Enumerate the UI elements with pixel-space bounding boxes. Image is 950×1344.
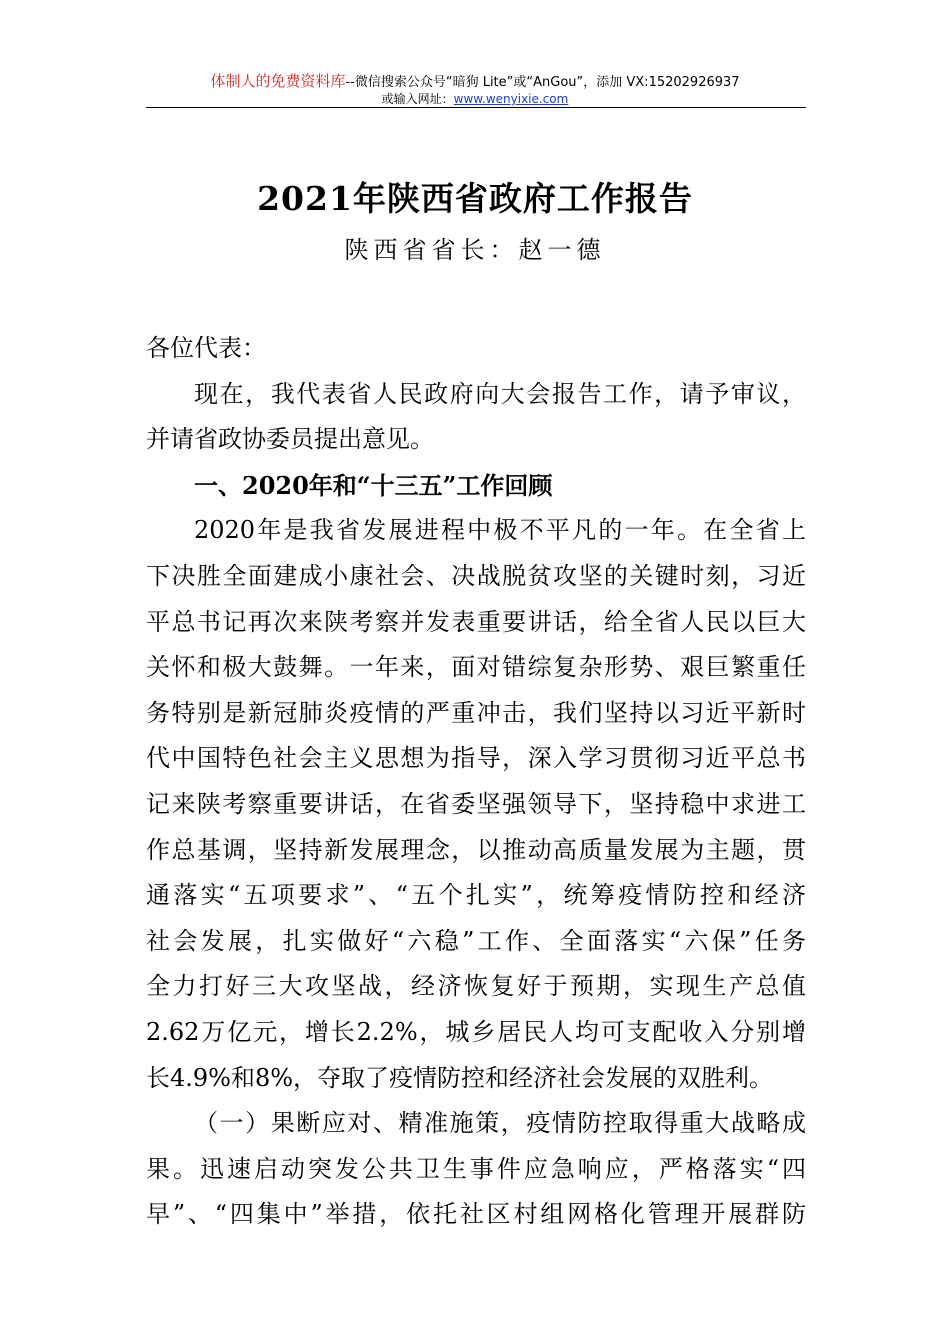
header-promo-line bbox=[0, 70, 950, 91]
body-text-line: 各位代表： bbox=[146, 334, 266, 362]
section-heading: 一、2020年和“十三五”工作回顾 bbox=[194, 470, 553, 500]
header-promo: --微信搜索公众号“暗狗 Lite”或“AnGou”，添加 VX:15202926937 bbox=[345, 75, 740, 90]
body-text-line: 下决胜全面建成小康社会、决战脱贫攻坚的关键时刻，习近 bbox=[146, 561, 806, 590]
document-author: 陕西省省长：赵一德 bbox=[344, 236, 606, 264]
header-rule bbox=[146, 107, 806, 108]
body-text-line: 记来陕考察重要讲话，在省委坚强领导下，坚持稳中求进工 bbox=[146, 789, 806, 818]
header-brand: 体制人的免费资料库 bbox=[210, 72, 346, 90]
body-text-line: 平总书记再次来陕考察并发表重要讲话，给全省人民以巨大 bbox=[146, 607, 806, 636]
body-text-line: 作总基调，坚持新发展理念，以推动高质量发展为主题，贯 bbox=[146, 835, 806, 864]
body-text-line: 社会发展，扎实做好“六稳”工作、全面落实“六保”任务 bbox=[146, 926, 806, 955]
document-title: 2021年陕西省政府工作报告 bbox=[257, 179, 693, 218]
body-text-line: 现在，我代表省人民政府向大会报告工作，请予审议， bbox=[194, 379, 806, 408]
body-text-line: 果。迅速启动突发公共卫生事件应急响应，严格落实“四 bbox=[146, 1154, 806, 1183]
body-text-line: 早”、“四集中”举措，依托社区村组网格化管理开展群防 bbox=[146, 1200, 806, 1229]
body-text-line: 2020年是我省发展进程中极不平凡的一年。在全省上 bbox=[194, 516, 806, 545]
body-text-line: 2.62万亿元，增长2.2%，城乡居民人均可支配收入分别增 bbox=[146, 1017, 806, 1046]
header-url-link[interactable]: www.wenyixie.com bbox=[453, 92, 569, 106]
header-url-prefix: 或输入网址： bbox=[381, 92, 454, 106]
body-text-line: 代中国特色社会主义思想为指导，深入学习贯彻习近平总书 bbox=[146, 744, 806, 773]
document-body bbox=[146, 326, 806, 1238]
body-text-line: 务特别是新冠肺炎疫情的严重冲击，我们坚持以习近平新时 bbox=[146, 698, 806, 727]
body-text-line: 通落实“五项要求”、“五个扎实”，统筹疫情防控和经济 bbox=[146, 881, 806, 910]
body-text-line: （一）果断应对、精准施策，疫情防控取得重大战略成 bbox=[194, 1109, 806, 1138]
body-text-line: 全力打好三大攻坚战，经济恢复好于预期，实现生产总值 bbox=[146, 972, 806, 1001]
body-text-line: 并请省政协委员提出意见。 bbox=[146, 425, 434, 454]
body-text-line: 长4.9%和8%，夺取了疫情防控和经济社会发展的双胜利。 bbox=[146, 1063, 774, 1092]
header-url-line bbox=[0, 90, 950, 107]
body-text-line: 关怀和极大鼓舞。一年来，面对错综复杂形势、艰巨繁重任 bbox=[146, 653, 806, 682]
